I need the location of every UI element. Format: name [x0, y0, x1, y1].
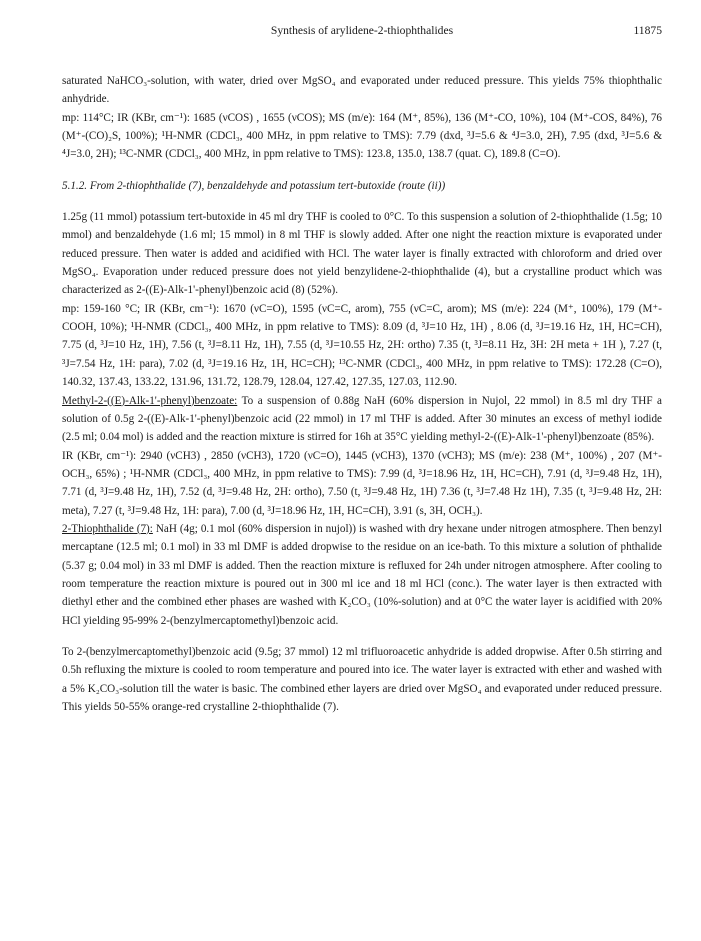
paragraph-methyl-ester — [62, 392, 662, 447]
paragraph-thiophthalide — [62, 520, 662, 630]
paragraph-anhydride-data: mp: 114°C; IR (KBr, cm⁻¹): 1685 (νCOS) , 1655 (νCOS); MS (m/e): 164 (M⁺, 85%), 136 (M⁺-CO, 10%), 104 (M⁺-COS, 84%), 76 (M⁺-(CO)₂S, 100%); ¹H-NMR (CDCl₃, 400 MHz, in ppm relative to TMS): 7.79 (dxd, ³J=5.6 & ⁴J=3.0, 2H), 7.95 (dxd, ³J=5.6 & ⁴J=3.0, 2H); ¹³C-NMR (CDCl₃, 400 MHz, in ppm relative to TMS): 123.8, 135.0, 138.7 (quat. C), 189.8 (C=O). — [62, 111, 662, 161]
methyl-ester-label: Methyl-2-((E)-Alk-1'-phenyl)benzoate: — [62, 394, 238, 407]
paragraph-acid-data: mp: 159-160 °C; IR (KBr, cm⁻¹): 1670 (νC=O), 1595 (νC=C, arom), 755 (νC=C, arom); MS (m/e): 224 (M⁺, 100%), 179 (M⁺-COOH, 10%); ¹H-NMR (CDCl₃, 400 MHz, in ppm relative to TMS): 8.09 (d, ³J=10 Hz, 1H) , 8.06 (d, ³J=19.16 Hz, 1H, HC=CH), 7.75 (d, ³J=10 Hz, 1H), 7.56 (t, ³J=8.11 Hz, 1H), 7.55 (d, ³J=10.55 Hz, 2H: ortho) 7.35 (t, ³J=8.11 Hz, 3H: 2H meta + 1H ), 7.27 (t, ³J=7.54 Hz, 1H: para), 7.02 (d, ³J=19.16 Hz, 1H, HC=CH); ¹³C-NMR (CDCl₃, 400 MHz, in ppm relative to TMS): 172.28 (C=O), 140.32, 137.43, 133.22, 131.96, 131.72, 128.79, 128.04, 127.42, 127.35, 127.03, 112.90. — [62, 302, 662, 389]
methyl-ester-text: To a suspension of 0.88g NaH (60% dispersion in Nujol, 22 mmol) in 8.5 ml dry THF a solution of 0.5g 2-((E)-Alk-1'-phenyl)benzoic acid (22 mmol) in 17 ml THF is added. After 30 minutes an excess of methyl iodide (2.5 ml; 0.04 mol) is added and the reaction mixture is stirred for 16h at 35°C yielding methyl-2-((E)-Alk-1'-phenyl)benzoate (85%). — [62, 394, 662, 444]
paragraph-workup: saturated NaHCO₃-solution, with water, dried over MgSO₄ and evaporated under reduced pressure. This yields 75% thiophthalic anhydride. — [62, 75, 662, 106]
running-header — [62, 24, 662, 40]
paragraph-ester-data: IR (KBr, cm⁻¹): 2940 (νCH3) , 2850 (νCH3), 1720 (νC=O), 1445 (νCH3), 1370 (νCH3); MS (m/e): 238 (M⁺, 100%) , 207 (M⁺-OCH₃, 65%) ; ¹H-NMR (CDCl₃, 400 MHz, in ppm relative to TMS): 7.99 (d, ³J=18.96 Hz, 1H, HC=CH), 7.91 (d, ³J=9.48 Hz, 1H), 7.71 (d, ³J=9.48 Hz, 1H), 7.52 (d, ³J=9.48 Hz, 2H: ortho), 7.50 (t, ³J=9.48 Hz, 1H) 7.36 (t, ³J=7.48 Hz 1H), 7.35 (t, ³J=9.48 Hz, 2H: meta), 7.27 (t, ³J=9.48 Hz, 1H: para), 7.00 (d, ³J=18.96 Hz, 1H, HC=CH), 3.91 (s, 3H, OCH₃). — [62, 449, 662, 517]
paragraph-cyclisation: To 2-(benzylmercaptomethyl)benzoic acid (9.5g; 37 mmol) 12 ml trifluoroacetic anhydride is added dropwise. After 0.5h stirring and 0.5h refluxing the mixture is cooled to room temperature and poured into ice. The water layer is extracted with ether and washed with a 5% K₂CO₃-solution till the water is basic. The combined ether layers are dried over MgSO₄ and evaporated under reduced pressure. This yields 50-55% orange-red crystalline 2-thiophthalide (7). — [62, 645, 662, 713]
thiophthalide-text: NaH (4g; 0.1 mol (60% dispersion in nujol)) is washed with dry hexane under nitrogen atmosphere. Then benzyl mercaptane (12.5 ml; 0.1 mol) in 33 ml DMF is added dropwise to the residue on an ice-bath. To this mixture a solution of phthalide (5.37 g; 0.04 mol) in 33 ml DMF is added. Then the reaction mixture is refluxed for 24h under nitrogen atmosphere. After cooling to room temperature the reaction mixture is poured out in 300 ml ice and 18 ml HCl (conc.). The water layer is then extracted with diethyl ether and the combined ether phases are washed with K₂CO₃ (10%-solution) and at 0°C the water layer is acidified with 20% HCl yielding 95-99% 2-(benzylmercaptomethyl)benzoic acid. — [62, 522, 662, 627]
section-heading-5-1-2: 5.1.2. From 2-thiophthalide (7), benzaldehyde and potassium tert-butoxide (route (ii)) — [62, 179, 446, 192]
body-text — [62, 72, 662, 716]
paragraph-route-ii: 1.25g (11 mmol) potassium tert-butoxide in 45 ml dry THF is cooled to 0°C. To this suspension a solution of 2-thiophthalide (1.5g; 10 mmol) and benzaldehyde (1.6 ml; 15 mmol) in 8 ml THF is slowly added. After one night the reaction mixture is evaporated under reduced pressure. Then water is added and acidified with HCl. The water layer is finally extracted with chloroform and dried over MgSO₄. Evaporation under reduced pressure does not yield benzylidene-2-thiophthalide (4), but a crystalline product which was characterized as 2-((E)-Alk-1'-phenyl)benzoic acid (8) (52%). — [62, 211, 662, 297]
page-number: 11875 — [633, 24, 662, 37]
thiophthalide-label: 2-Thiophthalide (7): — [62, 522, 153, 535]
running-title: Synthesis of arylidene-2-thiophthalides — [270, 24, 454, 37]
